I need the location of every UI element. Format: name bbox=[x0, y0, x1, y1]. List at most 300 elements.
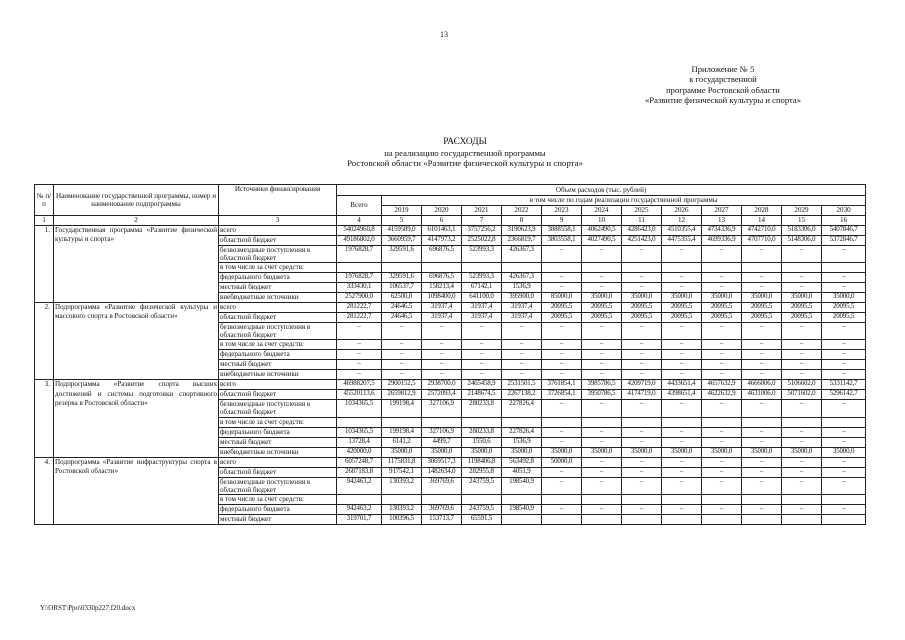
table-row bbox=[35, 226, 866, 236]
year-value bbox=[662, 514, 702, 524]
header-year: 2027 bbox=[702, 206, 742, 216]
year-value: – bbox=[622, 273, 662, 283]
year-value: 282955,8 bbox=[462, 467, 502, 477]
column-index: 10 bbox=[582, 216, 622, 226]
year-value: – bbox=[702, 400, 742, 417]
year-value: – bbox=[702, 283, 742, 293]
year-value bbox=[742, 417, 782, 427]
year-value: 329591,6 bbox=[382, 273, 422, 283]
year-value: 198540,9 bbox=[502, 477, 542, 494]
year-value: – bbox=[742, 504, 782, 514]
header-year: 2021 bbox=[462, 206, 502, 216]
year-value bbox=[742, 494, 782, 504]
year-value bbox=[422, 417, 462, 427]
header-years-caption: в том числе по годам реализации государственной программы bbox=[382, 196, 866, 206]
year-value: – bbox=[822, 437, 866, 447]
year-value: – bbox=[382, 360, 422, 370]
year-value: 426367,3 bbox=[502, 273, 542, 283]
year-value bbox=[622, 263, 662, 273]
year-value: 4433651,4 bbox=[662, 380, 702, 390]
year-value: 67142,1 bbox=[462, 283, 502, 293]
year-value: – bbox=[462, 323, 502, 340]
funding-source: внебюджетные источники bbox=[219, 370, 337, 380]
section-number: 3. bbox=[35, 380, 54, 457]
header-num: № п/п bbox=[35, 185, 54, 216]
total-value: 49186802,0 bbox=[337, 236, 382, 246]
year-value: – bbox=[702, 323, 742, 340]
year-value: – bbox=[702, 370, 742, 380]
year-value: – bbox=[742, 340, 782, 350]
year-value: – bbox=[742, 350, 782, 360]
year-value: 4209719,0 bbox=[622, 380, 662, 390]
year-value: 327106,9 bbox=[422, 400, 462, 417]
header-year: 2028 bbox=[742, 206, 782, 216]
year-value: – bbox=[542, 477, 582, 494]
year-value: – bbox=[582, 457, 622, 467]
total-value: 1034365,5 bbox=[337, 400, 382, 417]
year-value: – bbox=[822, 477, 866, 494]
year-value: – bbox=[662, 457, 702, 467]
year-value: – bbox=[542, 350, 582, 360]
year-value: – bbox=[702, 273, 742, 283]
year-value: – bbox=[822, 340, 866, 350]
year-value bbox=[582, 494, 622, 504]
year-value: 3803558,1 bbox=[542, 236, 582, 246]
funding-source: местный бюджет bbox=[219, 437, 337, 447]
year-value: 4051,9 bbox=[502, 467, 542, 477]
year-value: 31937,4 bbox=[462, 303, 502, 313]
year-value: 280233,8 bbox=[462, 400, 502, 417]
year-value: – bbox=[582, 283, 622, 293]
funding-source: всего bbox=[219, 303, 337, 313]
year-value: 4499,7 bbox=[422, 437, 462, 447]
year-value: – bbox=[622, 370, 662, 380]
header-volume: Объем расходов (тыс. рублей) bbox=[337, 185, 866, 196]
year-value: 31937,4 bbox=[502, 313, 542, 323]
year-value: – bbox=[702, 437, 742, 447]
column-index: 15 bbox=[782, 216, 822, 226]
year-value: 3761854,1 bbox=[542, 380, 582, 390]
column-index: 6 bbox=[422, 216, 462, 226]
year-value: – bbox=[582, 323, 622, 340]
header-year: 2020 bbox=[422, 206, 462, 216]
year-value: 280233,8 bbox=[462, 427, 502, 437]
funding-source: областной бюджет bbox=[219, 236, 337, 246]
appendix-line: к государственной bbox=[689, 74, 757, 85]
year-value: – bbox=[502, 370, 542, 380]
year-value bbox=[622, 514, 662, 524]
year-value bbox=[462, 263, 502, 273]
year-value: 20095,5 bbox=[582, 313, 622, 323]
title-line-2: на реализацию государственной программы bbox=[384, 147, 546, 158]
total-value: – bbox=[337, 340, 382, 350]
header-source: Источники финансирования bbox=[219, 185, 337, 216]
year-value bbox=[702, 514, 742, 524]
header-year: 2022 bbox=[502, 206, 542, 216]
total-value: 420000,0 bbox=[337, 447, 382, 457]
year-value: – bbox=[702, 246, 742, 263]
section-title: Подпрограмма «Развитие инфраструктуры спорта в Ростовской области» bbox=[54, 457, 219, 524]
funding-source: федерального бюджета bbox=[219, 350, 337, 360]
year-value: 243759,5 bbox=[462, 504, 502, 514]
year-value: 2525022,8 bbox=[462, 236, 502, 246]
year-value bbox=[502, 263, 542, 273]
year-value: – bbox=[742, 427, 782, 437]
year-value: – bbox=[502, 323, 542, 340]
year-value: 4159589,0 bbox=[382, 226, 422, 236]
year-value bbox=[582, 514, 622, 524]
year-value: 696876,5 bbox=[422, 246, 462, 263]
year-value: – bbox=[422, 360, 462, 370]
appendix-line: «Развитие физической культуры и спорта» bbox=[645, 95, 801, 106]
funding-source: всего bbox=[219, 226, 337, 236]
year-value: 35000,0 bbox=[382, 447, 422, 457]
year-value: – bbox=[622, 283, 662, 293]
year-value: 2148674,5 bbox=[462, 390, 502, 400]
year-value: 4666006,0 bbox=[742, 380, 782, 390]
year-value: 35000,0 bbox=[422, 447, 462, 457]
year-value: 2900152,5 bbox=[382, 380, 422, 390]
year-value: – bbox=[462, 340, 502, 350]
year-value: 20095,5 bbox=[702, 303, 742, 313]
year-value: 369769,6 bbox=[422, 504, 462, 514]
year-value: – bbox=[542, 427, 582, 437]
year-value: – bbox=[582, 437, 622, 447]
year-value: 65591,5 bbox=[462, 514, 502, 524]
year-value: – bbox=[382, 370, 422, 380]
year-value: 227826,4 bbox=[502, 427, 542, 437]
year-value: 4657632,9 bbox=[702, 380, 742, 390]
total-value: 54024960,8 bbox=[337, 226, 382, 236]
year-value: 4742710,0 bbox=[742, 226, 782, 236]
year-value bbox=[622, 494, 662, 504]
year-value: 130393,2 bbox=[382, 477, 422, 494]
year-value: 199198,4 bbox=[382, 400, 422, 417]
year-value: 20095,5 bbox=[542, 313, 582, 323]
year-value: – bbox=[782, 350, 822, 360]
total-value: 2527900,0 bbox=[337, 293, 382, 303]
section-title: Подпрограмма «Развитие спорта высших достижений и системы подготовки спортивного резерва в Ростовской области» bbox=[54, 380, 219, 457]
total-value: 13728,4 bbox=[337, 437, 382, 447]
year-value: 3888558,1 bbox=[542, 226, 582, 236]
year-value: 426367,3 bbox=[502, 246, 542, 263]
year-value: 20095,5 bbox=[822, 313, 866, 323]
column-index: 1 bbox=[35, 216, 54, 226]
year-value: 24646,5 bbox=[382, 313, 422, 323]
total-value: 45520113,6 bbox=[337, 390, 382, 400]
year-value bbox=[582, 417, 622, 427]
year-value: – bbox=[622, 457, 662, 467]
year-value: – bbox=[782, 283, 822, 293]
year-value: 20095,5 bbox=[622, 313, 662, 323]
year-value: 20095,5 bbox=[822, 303, 866, 313]
year-value: 35000,0 bbox=[582, 293, 622, 303]
year-value: 4062490,5 bbox=[582, 226, 622, 236]
section-title: Подпрограмма «Развитие физической культуры и массового спорта в Ростовской области» bbox=[54, 303, 219, 380]
year-value: – bbox=[782, 477, 822, 494]
year-value: 31937,4 bbox=[462, 313, 502, 323]
year-value: 198540,9 bbox=[502, 504, 542, 514]
column-index: 16 bbox=[822, 216, 866, 226]
appendix-block bbox=[593, 64, 853, 106]
year-value: – bbox=[582, 350, 622, 360]
year-value: 641100,0 bbox=[462, 293, 502, 303]
year-value: – bbox=[742, 457, 782, 467]
year-value bbox=[502, 417, 542, 427]
year-value: – bbox=[662, 246, 702, 263]
year-value: – bbox=[782, 360, 822, 370]
year-value: – bbox=[662, 437, 702, 447]
year-value: – bbox=[542, 246, 582, 263]
funding-source: в том числе за счет средств: bbox=[219, 417, 337, 427]
table-row bbox=[35, 380, 866, 390]
year-value: 35000,0 bbox=[742, 447, 782, 457]
year-value: 35000,0 bbox=[702, 293, 742, 303]
total-value: 46988207,5 bbox=[337, 380, 382, 390]
funding-source: в том числе за счет средств: bbox=[219, 340, 337, 350]
funding-source: в том числе за счет средств: bbox=[219, 494, 337, 504]
year-value: – bbox=[582, 340, 622, 350]
column-index: 4 bbox=[337, 216, 382, 226]
year-value: – bbox=[422, 340, 462, 350]
year-value: – bbox=[542, 340, 582, 350]
year-value bbox=[462, 417, 502, 427]
year-value: 20095,5 bbox=[542, 303, 582, 313]
year-value: – bbox=[782, 457, 822, 467]
column-index: 7 bbox=[462, 216, 502, 226]
header-year: 2030 bbox=[822, 206, 866, 216]
year-value: 2659812,9 bbox=[382, 390, 422, 400]
year-value: 4707710,0 bbox=[742, 236, 782, 246]
year-value bbox=[462, 494, 502, 504]
year-value: – bbox=[822, 360, 866, 370]
section-number: 2. bbox=[35, 303, 54, 380]
year-value: 2531501,5 bbox=[502, 380, 542, 390]
page-number: 13 bbox=[440, 30, 448, 39]
year-value: 395900,0 bbox=[502, 293, 542, 303]
year-value: – bbox=[622, 350, 662, 360]
year-value: – bbox=[582, 370, 622, 380]
year-value: – bbox=[662, 323, 702, 340]
year-value: – bbox=[742, 437, 782, 447]
year-value: – bbox=[422, 370, 462, 380]
year-value: – bbox=[542, 400, 582, 417]
year-value: 243759,5 bbox=[462, 477, 502, 494]
header-year: 2023 bbox=[542, 206, 582, 216]
year-value: – bbox=[662, 477, 702, 494]
year-value: 35000,0 bbox=[662, 447, 702, 457]
year-value: – bbox=[782, 427, 822, 437]
year-value: – bbox=[622, 246, 662, 263]
year-value bbox=[542, 494, 582, 504]
year-value: – bbox=[742, 273, 782, 283]
year-value: 5148306,0 bbox=[782, 236, 822, 246]
funding-source: безвозмездные поступления в областной бюджет bbox=[219, 477, 337, 494]
total-value: 1034365,5 bbox=[337, 427, 382, 437]
appendix-line: Приложение № 5 bbox=[691, 64, 755, 74]
year-value: 62500,0 bbox=[382, 293, 422, 303]
year-value: 329591,6 bbox=[382, 246, 422, 263]
document-title bbox=[250, 137, 680, 169]
year-value bbox=[702, 417, 742, 427]
year-value: 4027490,5 bbox=[582, 236, 622, 246]
year-value: 563492,8 bbox=[502, 457, 542, 467]
year-value bbox=[382, 263, 422, 273]
year-value: 6101463,1 bbox=[422, 226, 462, 236]
funding-source: безвозмездные поступления в областной бюджет bbox=[219, 246, 337, 263]
total-value: 319701,7 bbox=[337, 514, 382, 524]
year-value: – bbox=[662, 273, 702, 283]
year-value: – bbox=[702, 350, 742, 360]
file-path-footer: Y:\ORST\Ppo\0330p227.f20.docx bbox=[40, 604, 136, 612]
year-value: – bbox=[542, 370, 582, 380]
year-value: – bbox=[662, 360, 702, 370]
funding-source: областной бюджет bbox=[219, 313, 337, 323]
year-value: 2366819,7 bbox=[502, 236, 542, 246]
year-value: – bbox=[542, 283, 582, 293]
column-index: 9 bbox=[542, 216, 582, 226]
year-value: – bbox=[422, 323, 462, 340]
column-index: 11 bbox=[622, 216, 662, 226]
header-total: Всего bbox=[337, 196, 382, 216]
year-value bbox=[742, 263, 782, 273]
year-value bbox=[582, 263, 622, 273]
column-index: 8 bbox=[502, 216, 542, 226]
year-value bbox=[822, 494, 866, 504]
year-value: – bbox=[822, 283, 866, 293]
funding-source: всего bbox=[219, 457, 337, 467]
total-value bbox=[337, 494, 382, 504]
year-value: 35000,0 bbox=[822, 293, 866, 303]
year-value: 24646,5 bbox=[382, 303, 422, 313]
year-value: – bbox=[702, 467, 742, 477]
table-row bbox=[35, 303, 866, 313]
year-value: 5071602,0 bbox=[782, 390, 822, 400]
year-value bbox=[422, 263, 462, 273]
year-value: – bbox=[422, 350, 462, 360]
year-value: 35000,0 bbox=[702, 447, 742, 457]
year-value: 369769,6 bbox=[422, 477, 462, 494]
total-value: 333430,1 bbox=[337, 283, 382, 293]
year-value: 106537,7 bbox=[382, 283, 422, 293]
year-value: – bbox=[782, 467, 822, 477]
year-value: – bbox=[782, 340, 822, 350]
appendix-line: программе Ростовской области bbox=[666, 84, 780, 95]
year-value bbox=[662, 494, 702, 504]
year-value: 3069517,3 bbox=[422, 457, 462, 467]
year-value: 31937,4 bbox=[502, 303, 542, 313]
total-value: – bbox=[337, 360, 382, 370]
year-value: 4734336,9 bbox=[702, 226, 742, 236]
year-value: 35000,0 bbox=[662, 293, 702, 303]
year-value: 523993,3 bbox=[462, 246, 502, 263]
header-year: 2024 bbox=[582, 206, 622, 216]
year-value: 4398651,4 bbox=[662, 390, 702, 400]
year-value: – bbox=[662, 427, 702, 437]
year-value bbox=[542, 514, 582, 524]
year-value: – bbox=[582, 360, 622, 370]
year-value: – bbox=[382, 323, 422, 340]
year-value: 5331142,7 bbox=[822, 380, 866, 390]
year-value: – bbox=[542, 437, 582, 447]
year-value: – bbox=[702, 340, 742, 350]
year-value bbox=[662, 263, 702, 273]
year-value: – bbox=[622, 477, 662, 494]
funding-source: федерального бюджета bbox=[219, 504, 337, 514]
year-value: 4699336,9 bbox=[702, 236, 742, 246]
year-value bbox=[742, 514, 782, 524]
year-value: 2938700,0 bbox=[422, 380, 462, 390]
year-value: 4174719,0 bbox=[622, 390, 662, 400]
year-value: – bbox=[742, 370, 782, 380]
year-value: 20095,5 bbox=[622, 303, 662, 313]
year-value bbox=[662, 417, 702, 427]
year-value: – bbox=[702, 427, 742, 437]
header-year: 2025 bbox=[622, 206, 662, 216]
funding-source: безвозмездные поступления в областной бюджет bbox=[219, 400, 337, 417]
column-index: 14 bbox=[742, 216, 782, 226]
header-year: 2019 bbox=[382, 206, 422, 216]
funding-source: внебюджетные источники bbox=[219, 447, 337, 457]
year-value: – bbox=[782, 323, 822, 340]
year-value: 5106602,0 bbox=[782, 380, 822, 390]
year-value: 199198,4 bbox=[382, 427, 422, 437]
year-value: 35000,0 bbox=[622, 447, 662, 457]
year-value: – bbox=[742, 283, 782, 293]
total-value bbox=[337, 417, 382, 427]
funding-source: всего bbox=[219, 380, 337, 390]
total-value: – bbox=[337, 350, 382, 360]
year-value: 4631006,0 bbox=[742, 390, 782, 400]
year-value: 35000,0 bbox=[782, 293, 822, 303]
year-value: 523993,3 bbox=[462, 273, 502, 283]
total-value: 281222,7 bbox=[337, 313, 382, 323]
year-value: 1175831,8 bbox=[382, 457, 422, 467]
total-value: – bbox=[337, 370, 382, 380]
year-value: 100396,5 bbox=[382, 514, 422, 524]
year-value: – bbox=[822, 457, 866, 467]
year-value: 3985786,5 bbox=[582, 380, 622, 390]
year-value: 5296142,7 bbox=[822, 390, 866, 400]
column-index: 5 bbox=[382, 216, 422, 226]
year-value: 4475355,4 bbox=[662, 236, 702, 246]
year-value: – bbox=[622, 504, 662, 514]
year-value: 35000,0 bbox=[582, 447, 622, 457]
year-value: – bbox=[622, 323, 662, 340]
year-value: 4147973,2 bbox=[422, 236, 462, 246]
year-value: 85000,0 bbox=[542, 293, 582, 303]
year-value: 20095,5 bbox=[582, 303, 622, 313]
year-value: – bbox=[542, 467, 582, 477]
year-value: – bbox=[702, 457, 742, 467]
year-value: – bbox=[582, 477, 622, 494]
year-value: 35000,0 bbox=[822, 447, 866, 457]
total-value bbox=[337, 263, 382, 273]
funding-source: в том числе за счет средств: bbox=[219, 263, 337, 273]
year-value: 130393,2 bbox=[382, 504, 422, 514]
funding-source: местный бюджет bbox=[219, 514, 337, 524]
funding-source: местный бюджет bbox=[219, 360, 337, 370]
year-value: – bbox=[542, 504, 582, 514]
year-value: – bbox=[782, 504, 822, 514]
funding-source: безвозмездные поступления в областной бюджет bbox=[219, 323, 337, 340]
year-value: – bbox=[742, 323, 782, 340]
year-value: 1198406,8 bbox=[462, 457, 502, 467]
year-value: – bbox=[462, 360, 502, 370]
year-value: – bbox=[582, 400, 622, 417]
year-value: 3726854,1 bbox=[542, 390, 582, 400]
year-value bbox=[782, 263, 822, 273]
